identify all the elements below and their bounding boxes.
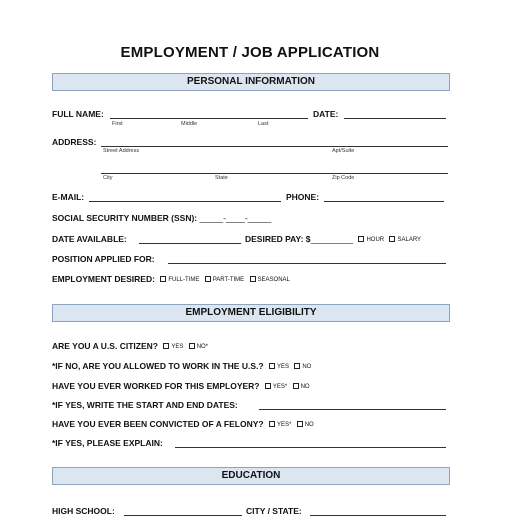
phone-label: PHONE:	[286, 192, 320, 202]
worked-here-before-no-checkbox[interactable]	[293, 383, 299, 389]
worked-here-before-question: HAVE YOU EVER WORKED FOR THIS EMPLOYER?	[52, 381, 260, 391]
start-end-dates-label: *IF YES, WRITE THE START AND END DATES:	[52, 400, 238, 410]
email-label: E-MAIL:	[52, 192, 85, 202]
us-citizen-yes-label: YES	[171, 343, 184, 350]
position-label: POSITION APPLIED FOR:	[52, 254, 155, 264]
apt-suite-caption: Apt/Suite	[332, 148, 355, 154]
allowed-to-work-question: *IF NO, ARE YOU ALLOWED TO WORK IN THE U.S.?	[52, 361, 264, 371]
ssn-row	[52, 212, 271, 224]
date-available-label: DATE AVAILABLE:	[52, 234, 127, 244]
section-header-education: EDUCATION	[52, 467, 450, 485]
position-field[interactable]	[168, 263, 446, 264]
full-name-field[interactable]	[110, 118, 308, 119]
hour-option-label: HOUR	[366, 236, 385, 243]
full-time-option-label: FULL-TIME	[168, 276, 200, 283]
section-header-employment-eligibility: EMPLOYMENT ELIGIBILITY	[52, 304, 450, 322]
middle-name-caption: Middle	[181, 121, 198, 127]
street-address-caption: Street Address	[103, 148, 140, 154]
allowed-to-work-row	[52, 360, 311, 372]
ssn-field[interactable]: _____-____-_____	[199, 213, 272, 223]
full-name-label: FULL NAME:	[52, 109, 104, 119]
city-state-field[interactable]	[310, 515, 446, 516]
allowed-to-work-no-checkbox[interactable]	[294, 363, 300, 369]
date-field[interactable]	[344, 118, 446, 119]
email-field[interactable]	[89, 201, 281, 202]
part-time-checkbox[interactable]	[205, 276, 211, 282]
phone-field[interactable]	[324, 201, 444, 202]
full-time-checkbox[interactable]	[160, 276, 166, 282]
desired-pay-field[interactable]: _________	[310, 234, 354, 244]
allowed-to-work-yes-label: YES	[276, 363, 289, 370]
worked-here-before-row	[52, 380, 310, 392]
felony-no-checkbox[interactable]	[297, 421, 303, 427]
state-caption: State	[215, 175, 228, 181]
section-header-personal-information: PERSONAL INFORMATION	[52, 73, 450, 91]
worked-here-before-yes-label: YES*	[272, 383, 288, 390]
form-title: EMPLOYMENT / JOB APPLICATION	[120, 44, 380, 61]
last-name-caption: Last	[258, 121, 269, 127]
us-citizen-question: ARE YOU A U.S. CITIZEN?	[52, 341, 158, 351]
first-name-caption: First	[112, 121, 123, 127]
felony-row	[52, 418, 314, 430]
salary-checkbox[interactable]	[389, 236, 395, 242]
high-school-label: HIGH SCHOOL:	[52, 506, 115, 516]
worked-here-before-yes-checkbox[interactable]	[265, 383, 271, 389]
ssn-label: SOCIAL SECURITY NUMBER (SSN):	[52, 213, 198, 223]
high-school-field[interactable]	[124, 515, 242, 516]
us-citizen-yes-checkbox[interactable]	[163, 343, 169, 349]
felony-yes-label: YES*	[276, 421, 292, 428]
us-citizen-no-label: NO*	[196, 343, 209, 350]
city-state-zip-field[interactable]	[101, 173, 448, 174]
city-state-label: CITY / STATE:	[246, 506, 302, 516]
employment-desired-label: EMPLOYMENT DESIRED:	[52, 274, 155, 284]
us-citizen-no-checkbox[interactable]	[189, 343, 195, 349]
felony-explain-field[interactable]	[175, 447, 446, 448]
employment-desired-row	[52, 273, 290, 285]
felony-question: HAVE YOU EVER BEEN CONVICTED OF A FELONY?	[52, 419, 264, 429]
date-available-field[interactable]	[139, 243, 241, 244]
part-time-option-label: PART-TIME	[212, 276, 245, 283]
allowed-to-work-no-label: NO	[302, 363, 312, 370]
start-end-dates-field[interactable]	[259, 409, 446, 410]
felony-explain-label: *IF YES, PLEASE EXPLAIN:	[52, 438, 163, 448]
zip-code-caption: Zip Code	[332, 175, 355, 181]
salary-option-label: SALARY	[397, 236, 422, 243]
felony-no-label: NO	[304, 421, 314, 428]
address-label: ADDRESS:	[52, 137, 97, 147]
date-label: DATE:	[313, 109, 339, 119]
seasonal-option-label: SEASONAL	[257, 276, 290, 283]
allowed-to-work-yes-checkbox[interactable]	[269, 363, 275, 369]
seasonal-checkbox[interactable]	[250, 276, 256, 282]
felony-yes-checkbox[interactable]	[269, 421, 275, 427]
desired-pay-label: DESIRED PAY: $	[245, 234, 311, 244]
desired-pay-row	[245, 233, 421, 246]
hour-checkbox[interactable]	[358, 236, 364, 242]
city-caption: City	[103, 175, 113, 181]
street-address-field[interactable]	[101, 146, 448, 147]
worked-here-before-no-label: NO	[300, 383, 310, 390]
us-citizen-row	[52, 340, 208, 352]
